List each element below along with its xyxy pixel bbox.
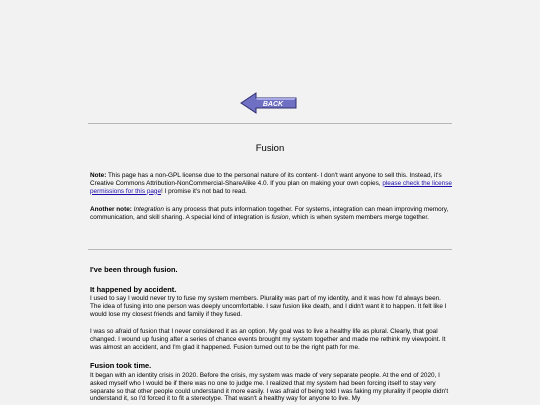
license-note xyxy=(90,172,452,195)
back-button-label: BACK xyxy=(262,101,284,108)
section-heading-time: Fusion took time. xyxy=(90,361,152,370)
paragraph-text: I was so afraid of fusion that I never considered it as an option. My goal was to live a healthy life as plural. Clearly, that goal changed. I wound up fusing after a series of chance events brought my system together and made me rethink my viewpoint. It was almost an accident, and I'm glad it happened. Fusion turned out to be the right path for me. xyxy=(90,328,446,351)
back-button[interactable] xyxy=(240,92,298,114)
paragraph-accident-1 xyxy=(90,295,452,318)
note2-term2: fusion xyxy=(271,213,289,221)
paragraph-text: It began with an identity crisis in 2020. Before the crisis, my system was made of very separate people. At the end of 2020, I asked myself who I would be if there was no one to judge me. I realized that my system had been forcing itself to stay very separate so that other people could understand it more easily. I was afraid of being told I was faking my plurality if people didn't understand it, so I'd forced it to fit a stereotype. That wasn't a healthy way for anyone to live. My xyxy=(90,372,449,403)
note2-label: Another note: xyxy=(90,206,132,213)
paragraph-text: I used to say I would never try to fuse my system members. Plurality was part of my identity, and it was how I'd always been. The idea of fusing into one person was deeply uncomfortable. I saw fusion like death, and I didn't want it to happen. It felt like I would lose my closest friends and family if they fused. xyxy=(90,295,447,318)
divider-middle xyxy=(88,249,452,250)
section-heading-accident: It happened by accident. xyxy=(90,285,177,294)
main-heading: I've been through fusion. xyxy=(90,265,178,274)
note-label: Note: xyxy=(90,172,107,179)
note2-text-end: , which is when system members merge together. xyxy=(288,213,429,221)
divider-top xyxy=(88,123,452,124)
note-text: This page has a non-GPL license due to the personal nature of its content- I don't want anyone to sell this. Instead, it's Creative Commons Attribution-NonCommercial-ShareAlike 4.0. If you plan on making your own copies, xyxy=(90,172,442,187)
page-title: Fusion xyxy=(255,143,285,154)
integration-note xyxy=(90,206,452,222)
note-text-end: ! I promise it's not bad to read. xyxy=(161,187,247,195)
back-arrow-icon xyxy=(240,92,298,114)
license-link[interactable]: please check the license permissions for this page xyxy=(90,179,452,195)
note2-term: Integration xyxy=(133,206,164,213)
note2-text: is any process that puts information together. For systems, integration can mean improving memory, communication, and skill sharing. A special kind of integration is xyxy=(90,206,449,221)
paragraph-accident-2 xyxy=(90,328,452,351)
paragraph-time-1 xyxy=(90,372,452,403)
